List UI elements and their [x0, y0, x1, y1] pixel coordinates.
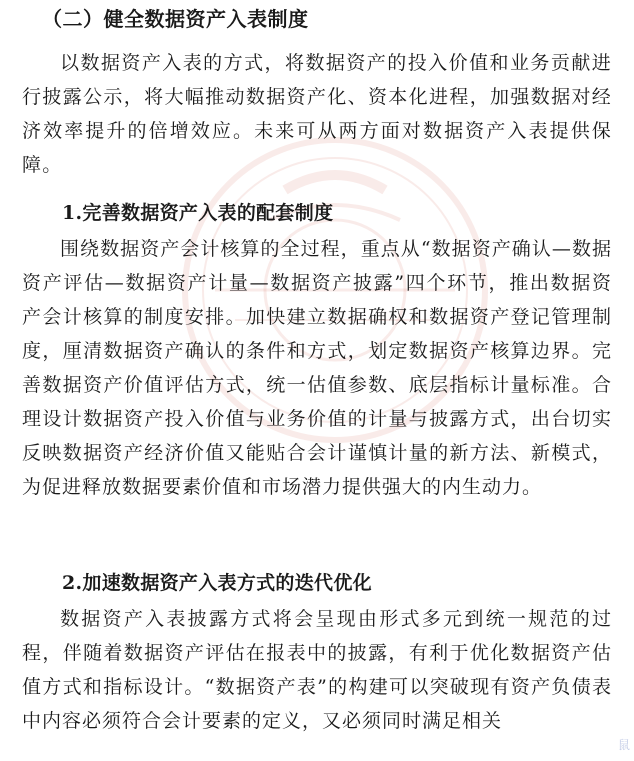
intro-paragraph: 以数据资产入表的方式，将数据资产的投入价值和业务贡献进行披露公示，将大幅推动数据资产化、资本化进程，加强数据对经济效率提升的倍增效应。未来可从两方面对数据资产入表提供保障。 — [22, 52, 612, 176]
section-title: （二）健全数据资产入表制度 — [42, 7, 309, 31]
watermark-text: 鼠 — [617, 738, 630, 752]
subsection-title-2: 2.加速数据资产入表方式的迭代优化 — [62, 572, 372, 594]
subsection-body-1: 围绕数据资产会计核算的全过程，重点从“数据资产确认—数据资产评估—数据资产计量—数据资产披露”四个环节，推出数据资产会计核算的制度安排。加快建立数据确权和数据资产登记管理制度，厘清数据资产确认的条件和方式，划定数据资产核算边界。完善数据资产价值评估方式，统一估值参数、底层指标计量标准。合理设计数据资产投入价值与业务价值的计量与披露方式，出台切实反映数据资产经济价值又能贴合会计谨慎计量的新方法、新模式，为促进释放数据要素价值和市场潜力提供强大的内生动力。 — [22, 238, 612, 498]
subsection-body-2: 数据资产入表披露方式将会呈现由形式多元到统一规范的过程，伴随着数据资产评估在报表中的披露，有利于优化数据资产估值方式和指标设计。“数据资产表”的构建可以突破现有资产负债表中内容必须符合会计要素的定义，又必须同时满足相关 — [22, 608, 612, 732]
subsection-title-1: 1.完善数据资产入表的配套制度 — [62, 202, 334, 224]
